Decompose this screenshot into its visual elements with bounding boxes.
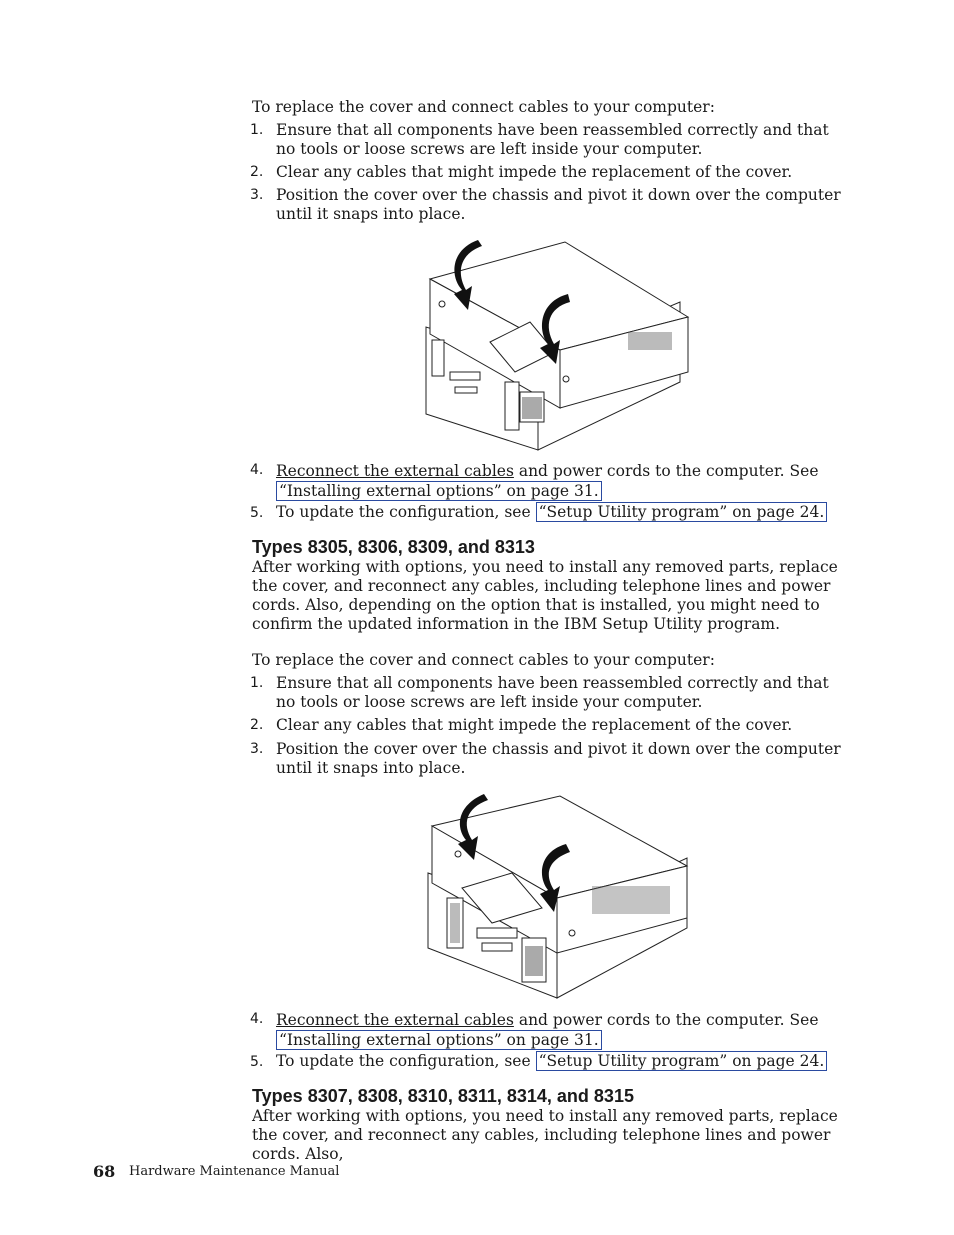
step-5-text	[276, 503, 842, 522]
installing-options-xref[interactable]: “Installing external options” on page 31.	[276, 481, 602, 501]
reconnect-cables-link[interactable]: Reconnect the external cables	[276, 462, 514, 480]
step-number: 4.	[250, 462, 264, 478]
intro-text: To replace the cover and connect cables to your computer:	[252, 98, 715, 116]
reconnect-cables-link[interactable]: Reconnect the external cables	[276, 1011, 514, 1029]
step-text: Clear any cables that might impede the replacement of the cover.	[276, 163, 793, 181]
section-heading: Types 8307, 8308, 8310, 8311, 8314, and 8315	[252, 1086, 634, 1106]
step-4-text	[276, 461, 842, 501]
page-number: 68	[93, 1162, 116, 1181]
step-4-mid: and power cords to the computer. See	[513, 1011, 819, 1029]
step-number: 3.	[250, 187, 264, 203]
step-text: Clear any cables that might impede the replacement of the cover.	[276, 716, 793, 734]
step-4-text	[276, 1010, 842, 1050]
step-number: 2.	[250, 717, 264, 733]
cover-replacement-figure-1	[420, 232, 692, 454]
step-text: Position the cover over the chassis and pivot it down over the computer until it snaps into place.	[276, 186, 841, 223]
step-5-lead: To update the configuration, see	[276, 1052, 536, 1070]
step-text: Position the cover over the chassis and pivot it down over the computer until it snaps into place.	[276, 740, 841, 777]
step-number: 5.	[250, 505, 264, 521]
step-number: 3.	[250, 741, 264, 757]
section-paragraph: After working with options, you need to install any removed parts, replace the cover, and reconnect any cables, including telephone lines and power cords. Also,	[252, 1107, 838, 1163]
section-heading: Types 8305, 8306, 8309, and 8313	[252, 537, 535, 557]
intro-text: To replace the cover and connect cables to your computer:	[252, 651, 715, 669]
step-5-lead: To update the configuration, see	[276, 503, 536, 521]
step-text: Ensure that all components have been reassembled correctly and that no tools or loose screws are left inside your computer.	[276, 674, 829, 711]
setup-utility-xref[interactable]: “Setup Utility program” on page 24.	[536, 1051, 828, 1071]
installing-options-xref[interactable]: “Installing external options” on page 31.	[276, 1030, 602, 1050]
step-number: 1.	[250, 122, 264, 138]
step-number: 1.	[250, 675, 264, 691]
setup-utility-xref[interactable]: “Setup Utility program” on page 24.	[536, 502, 828, 522]
step-number: 2.	[250, 164, 264, 180]
footer-title: Hardware Maintenance Manual	[129, 1164, 340, 1179]
step-4-mid: and power cords to the computer. See	[513, 462, 819, 480]
step-5-text	[276, 1052, 842, 1071]
step-text: Ensure that all components have been reassembled correctly and that no tools or loose screws are left inside your computer.	[276, 121, 829, 158]
cover-replacement-figure-2	[422, 788, 692, 1002]
step-number: 4.	[250, 1011, 264, 1027]
section-paragraph: After working with options, you need to install any removed parts, replace the cover, and reconnect any cables, including telephone lines and power cords. Also, depending on the option that is installed, you might need to confirm the updated information in the IBM Setup Utility program.	[252, 558, 838, 633]
step-number: 5.	[250, 1054, 264, 1070]
